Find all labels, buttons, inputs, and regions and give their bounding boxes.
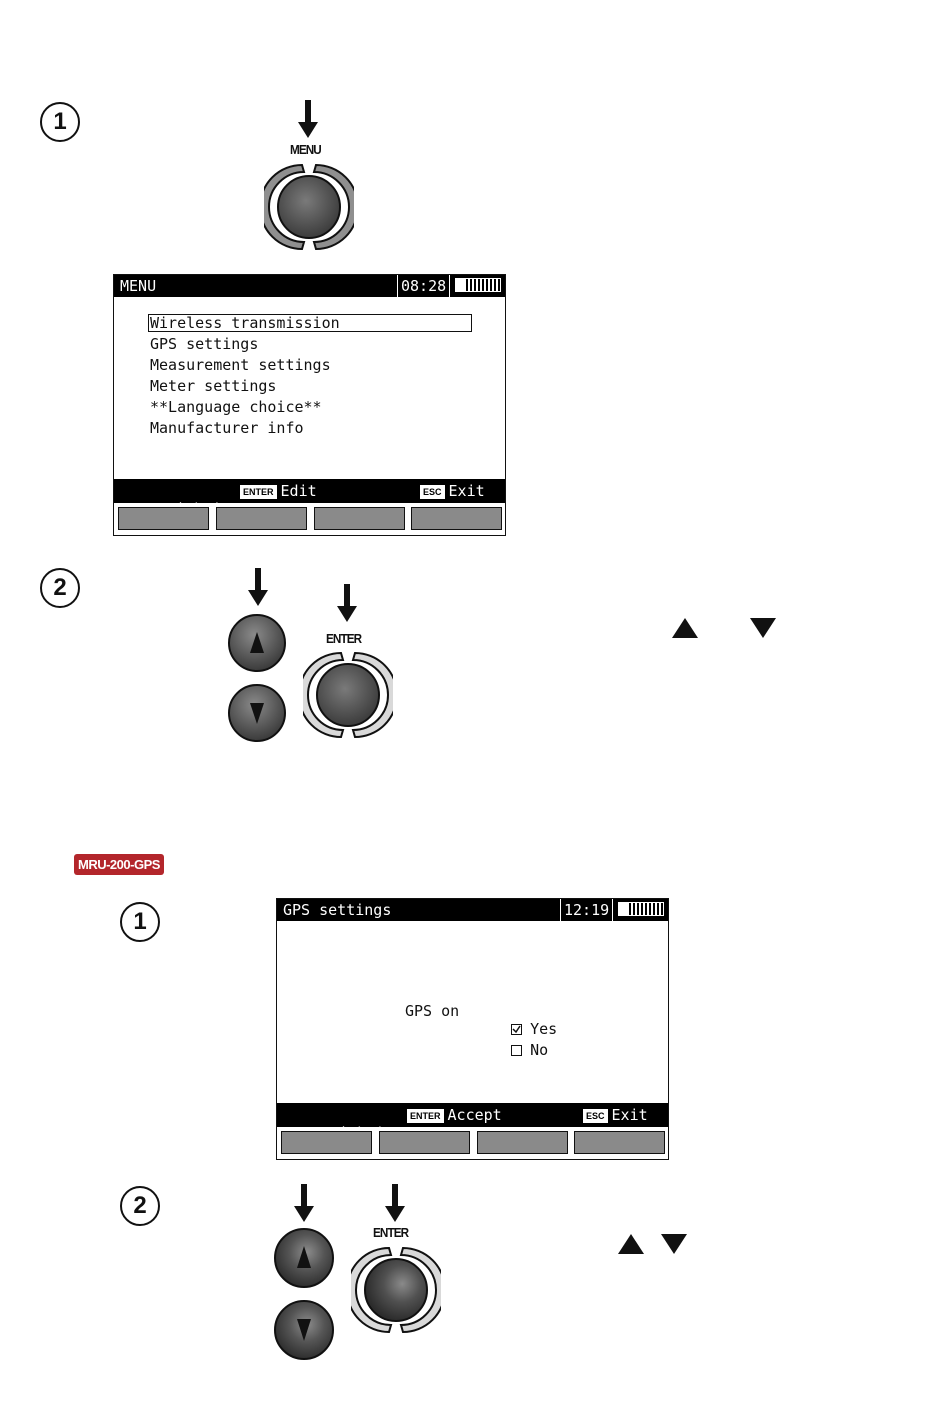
up-triangle-icon: [670, 616, 700, 640]
press-arrow-icon: [385, 1184, 405, 1224]
screen-footer: [114, 479, 505, 504]
enter-key-icon: ENTER: [407, 1109, 444, 1123]
enter-button[interactable]: [303, 650, 393, 740]
softkey-3[interactable]: [477, 1131, 568, 1154]
step-2-marker: 2: [40, 568, 80, 608]
footer-enter: ENTER Edit: [240, 482, 317, 500]
esc-key-icon: ESC: [420, 485, 445, 499]
softkey-row: [114, 503, 505, 535]
screen-header: [114, 275, 505, 297]
screen-title: GPS settings: [283, 901, 392, 919]
softkey-1[interactable]: [281, 1131, 372, 1154]
esc-key-icon: ESC: [583, 1109, 608, 1123]
up-triangle-icon: [617, 1232, 645, 1256]
softkey-3[interactable]: [314, 507, 405, 530]
clock: 12:19: [560, 899, 613, 921]
down-button[interactable]: [226, 682, 288, 744]
enter-button-label: ENTER: [373, 1225, 409, 1240]
menu-button[interactable]: [264, 162, 354, 252]
softkey-4[interactable]: [411, 507, 502, 530]
press-arrow-icon: [248, 568, 268, 608]
gps-on-label: GPS on: [405, 1002, 460, 1020]
battery-icon: [455, 278, 501, 292]
option-yes[interactable]: Yes: [475, 1002, 557, 1056]
enter-key-icon: ENTER: [240, 485, 277, 499]
menu-item-wireless[interactable]: Wireless transmission: [150, 314, 340, 332]
option-no[interactable]: No: [475, 1023, 548, 1077]
enter-button[interactable]: [351, 1245, 441, 1335]
step-2-marker: 2: [120, 1186, 160, 1226]
softkey-2[interactable]: [216, 507, 307, 530]
menu-item-language[interactable]: **Language choice**: [150, 398, 322, 416]
down-button[interactable]: [272, 1298, 336, 1362]
menu-item-gps[interactable]: GPS settings: [150, 335, 259, 353]
model-badge: MRU-200-GPS: [74, 854, 164, 875]
clock: 08:28: [397, 275, 450, 297]
enter-button-label: ENTER: [326, 631, 362, 646]
softkey-row: [277, 1127, 668, 1159]
screen-footer: [277, 1103, 668, 1128]
menu-screen: [113, 274, 506, 536]
softkey-2[interactable]: [379, 1131, 470, 1154]
up-button[interactable]: [226, 612, 288, 674]
screen-header: [277, 899, 668, 921]
menu-item-manufacturer[interactable]: Manufacturer info: [150, 419, 304, 437]
step-1-marker: 1: [120, 902, 160, 942]
down-triangle-icon: [660, 1232, 688, 1256]
footer-esc: ESC Exit: [420, 482, 485, 500]
press-arrow-icon: [294, 1184, 314, 1224]
battery-icon: [618, 902, 664, 916]
press-arrow-icon: [298, 100, 318, 140]
footer-esc: ESC Exit: [583, 1106, 648, 1124]
menu-item-measurement[interactable]: Measurement settings: [150, 356, 331, 374]
footer-enter: ENTER Accept: [407, 1106, 502, 1124]
softkey-1[interactable]: [118, 507, 209, 530]
checkbox-icon[interactable]: [511, 1045, 522, 1056]
gps-settings-screen: [276, 898, 669, 1160]
step-1-marker: 1: [40, 102, 80, 142]
softkey-4[interactable]: [574, 1131, 665, 1154]
menu-item-meter[interactable]: Meter settings: [150, 377, 277, 395]
up-button[interactable]: [272, 1226, 336, 1290]
menu-button-label: MENU: [290, 142, 321, 157]
screen-title: MENU: [120, 277, 157, 295]
press-arrow-icon: [337, 584, 357, 624]
down-triangle-icon: [748, 616, 778, 640]
